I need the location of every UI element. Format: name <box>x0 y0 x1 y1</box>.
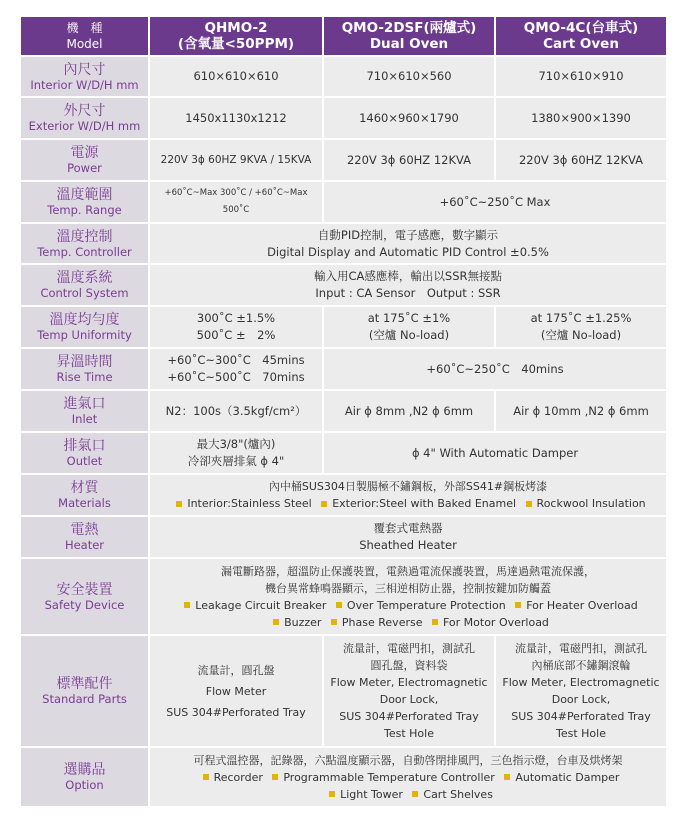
row-temp-controller <box>21 224 666 263</box>
cell-c3 <box>496 307 666 347</box>
cell-c2: 710×610×560 <box>324 57 494 96</box>
label-en: Option <box>65 778 104 792</box>
text-line: Test Hole <box>384 727 434 740</box>
text-line: 流量計，圓孔盤 <box>197 663 275 677</box>
label-en: Exterior W/D/H mm <box>28 119 141 133</box>
col-header-qmo4c <box>496 17 666 55</box>
cell-c1: 610×610×610 <box>150 57 322 96</box>
text-zh: 自動PID控制，電子感應，數字顯示 <box>317 227 499 242</box>
col3-name: QMO-4C(台車式) <box>523 20 639 36</box>
text-zh: 輸入用CA感應棒，輸出以SSR無接點 <box>314 269 502 283</box>
bullet-icon <box>331 619 337 625</box>
text-line: 圓孔盤，資料袋 <box>370 659 448 672</box>
text-line: +60˚C~500˚C 70mins <box>167 370 305 384</box>
text-line: at 175˚C ±1.25% <box>530 311 632 325</box>
label-en: Inlet <box>71 412 98 426</box>
bullet-icon <box>504 774 510 780</box>
text-line: SUS 304#Perforated Tray <box>511 710 651 723</box>
row-label <box>21 636 148 746</box>
row-label <box>21 98 148 138</box>
row-option <box>21 748 666 806</box>
bullet-icon <box>176 501 182 507</box>
cell-c3: 220V 3ϕ 60HZ 12KVA <box>496 140 666 180</box>
bullet-icon <box>321 501 327 507</box>
cell-c3: 710×610×910 <box>496 57 666 96</box>
row-label <box>21 475 148 515</box>
text-line: 300˚C ±1.5% <box>196 311 276 325</box>
row-rise-time <box>21 349 666 389</box>
label-zh: 溫度系統 <box>56 270 113 286</box>
cell-c3 <box>496 636 666 746</box>
row-standard-parts <box>21 636 666 746</box>
text-line: Door Lock, <box>379 693 439 706</box>
text-line: SUS 304#Perforated Tray <box>166 705 306 719</box>
text-line: SUS 304#Perforated Tray <box>339 710 479 723</box>
cell-c2 <box>324 307 494 347</box>
row-label <box>21 748 148 806</box>
row-interior <box>21 57 666 96</box>
row-exterior <box>21 98 666 138</box>
cell-c23: +60˚C~250˚C Max <box>324 182 666 222</box>
label-zh: 排氣口 <box>63 438 106 454</box>
label-zh: 材質 <box>70 480 99 496</box>
cell-c2: 1460×960×1790 <box>324 98 494 138</box>
cell-span <box>150 224 666 263</box>
bullet-list <box>150 597 666 614</box>
bullet-icon <box>203 774 209 780</box>
text-line: +60˚C~300˚C 45mins <box>167 353 305 367</box>
text-en: Input : CA Sensor Output : SSR <box>315 286 501 300</box>
bullet-icon <box>412 791 418 797</box>
text-en: Sheathed Heater <box>359 538 457 552</box>
cell-c1: N2：100s（3.5kgf/cm²） <box>150 391 322 431</box>
text-line: (空爐 No-load) <box>540 328 622 342</box>
model-header <box>21 17 148 55</box>
row-heater <box>21 517 666 557</box>
row-label <box>21 57 148 96</box>
text-zh: 內中桶SUS304日製腸極不鏽鋼板，外部SS41#鋼板烤漆 <box>268 480 548 493</box>
bullet-list <box>150 495 666 512</box>
bullet-icon <box>515 602 521 608</box>
text-zh: 機台異常蜂鳴器顯示，三相逆相防止器，控制按鍵加防觸蓋 <box>265 581 551 595</box>
row-label <box>21 265 148 305</box>
row-label <box>21 140 148 180</box>
bullet-text: Programmable Temperature Controller <box>283 770 495 784</box>
header-row <box>21 17 666 55</box>
bullet-text: Exterior:Steel with Baked Enamel <box>332 497 517 510</box>
bullet-text: Phase Reverse <box>341 615 423 629</box>
cell-c23: ϕ 4" With Automatic Damper <box>324 433 666 473</box>
col2-name: QMO-2DSF(兩爐式) <box>341 20 477 36</box>
label-zh: 昇溫時間 <box>56 354 113 370</box>
row-label <box>21 349 148 389</box>
cell-span <box>150 748 666 806</box>
text-line: Flow Meter <box>205 684 267 698</box>
bullet-text: Rockwool Insulation <box>536 497 646 510</box>
bullet-text: Light Tower <box>340 787 403 801</box>
text-line: 流量計，電磁門扣，測試孔 <box>343 642 475 655</box>
row-label <box>21 391 148 431</box>
label-en: Standard Parts <box>42 692 127 706</box>
col-header-qmo2dsf <box>324 17 494 55</box>
text-line: Door Lock, <box>551 693 611 706</box>
label-en: Rise Time <box>56 370 113 384</box>
bullet-list <box>150 614 666 631</box>
label-en: Safety Device <box>44 597 125 612</box>
text-line: at 175˚C ±1% <box>367 311 451 325</box>
bullet-text: Interior:Stainless Steel <box>187 497 312 510</box>
model-header-zh: 機 種 <box>66 21 103 35</box>
label-zh: 電熱 <box>70 522 99 538</box>
bullet-text: Buzzer <box>284 615 322 629</box>
label-zh: 進氣口 <box>63 396 106 412</box>
cell-c3: Air ϕ 10mm ,N2 ϕ 6mm <box>496 391 666 431</box>
label-zh: 標準配件 <box>56 676 113 692</box>
bullet-text: Automatic Damper <box>515 770 620 784</box>
text-zh: 漏電斷路器，超溫防止保護裝置，電熱過電流保護裝置，馬達過熱電流保護， <box>221 564 595 578</box>
col-header-qhmo2 <box>150 17 322 55</box>
label-en: Temp. Range <box>47 203 122 217</box>
row-inlet <box>21 391 666 431</box>
bullet-text: For Motor Overload <box>442 615 549 629</box>
label-zh: 溫度控制 <box>56 228 113 245</box>
cell-c1: 220V 3ϕ 60HZ 9KVA / 15KVA <box>150 140 322 180</box>
row-label <box>21 559 148 634</box>
row-temp-range <box>21 182 666 222</box>
bullet-icon <box>184 602 190 608</box>
cell-span <box>150 559 666 634</box>
text-zh: 可程式溫控器，記錄器，六點溫度顯示器，自動啓閉排風門，三色指示燈，台車及烘烤架 <box>193 753 623 767</box>
row-uniformity <box>21 307 666 347</box>
bullet-text: Leakage Circuit Breaker <box>195 598 327 612</box>
text-zh: 覆套式電熱器 <box>373 521 443 535</box>
label-en: Heater <box>64 538 105 552</box>
text-line: 500˚C ± 2% <box>196 328 276 342</box>
col2-sub: Dual Oven <box>369 36 449 52</box>
label-zh: 電源 <box>70 145 99 161</box>
row-label <box>21 224 148 263</box>
cell-c1: +60˚C~Max 300˚C / +60˚C~Max 500˚C <box>150 182 322 222</box>
bullet-text: Recorder <box>213 770 263 784</box>
label-en: Control System <box>40 286 129 300</box>
row-power <box>21 140 666 180</box>
bullet-icon <box>329 791 335 797</box>
cell-c23: +60˚C~250˚C 40mins <box>324 349 666 389</box>
spec-table <box>19 15 668 808</box>
row-label <box>21 307 148 347</box>
label-en: Outlet <box>66 454 103 468</box>
row-label <box>21 433 148 473</box>
text-line: Flow Meter, Electromagnetic <box>502 676 660 689</box>
bullet-icon <box>272 774 278 780</box>
cell-span <box>150 475 666 515</box>
cell-c1 <box>150 307 322 347</box>
label-en: Interior W/D/H mm <box>30 77 139 92</box>
bullet-list <box>150 769 666 786</box>
cell-c1 <box>150 349 322 389</box>
model-header-en: Model <box>66 37 103 51</box>
cell-span <box>150 265 666 305</box>
text-line: (空爐 No-load) <box>368 328 450 342</box>
text-line: 流量計，電磁門扣，測試孔 <box>515 642 647 655</box>
bullet-icon <box>336 602 342 608</box>
col1-sub: (含氧量<50PPM) <box>177 36 295 52</box>
bullet-icon <box>526 501 532 507</box>
label-en: Materials <box>58 496 111 510</box>
bullet-icon <box>273 619 279 625</box>
text-en: Digital Display and Automatic PID Control ±0.5% <box>267 244 549 259</box>
text-line: 冷卻夾層排氣 ϕ 4" <box>187 454 285 468</box>
col3-sub: Cart Oven <box>543 36 619 52</box>
bullet-icon <box>432 619 438 625</box>
label-zh: 安全裝置 <box>56 581 113 598</box>
label-en: Temp Uniformity <box>37 328 132 342</box>
label-en: Power <box>67 161 102 175</box>
text-line: Test Hole <box>556 727 606 740</box>
cell-c2: Air ϕ 8mm ,N2 ϕ 6mm <box>324 391 494 431</box>
cell-c1 <box>150 433 322 473</box>
label-zh: 溫度均勻度 <box>49 312 120 328</box>
row-materials <box>21 475 666 515</box>
bullet-list <box>150 786 666 803</box>
label-en: Temp. Controller <box>37 244 132 259</box>
bullet-text: Over Temperature Protection <box>346 598 506 612</box>
cell-c1 <box>150 636 322 746</box>
label-zh: 內尺寸 <box>63 61 106 78</box>
cell-c1: 1450x1130x1212 <box>150 98 322 138</box>
row-label <box>21 517 148 557</box>
text-line: 最大3/8"(爐內) <box>196 437 276 451</box>
cell-c2 <box>324 636 494 746</box>
cell-c2: 220V 3ϕ 60HZ 12KVA <box>324 140 494 180</box>
cell-span <box>150 517 666 557</box>
row-outlet <box>21 433 666 473</box>
label-zh: 溫度範圍 <box>56 187 113 203</box>
bullet-text: For Heater Overload <box>526 598 638 612</box>
cell-c3: 1380×900×1390 <box>496 98 666 138</box>
row-label <box>21 182 148 222</box>
row-control-system <box>21 265 666 305</box>
col1-name: QHMO-2 <box>204 20 268 36</box>
label-zh: 選購品 <box>63 762 106 778</box>
text-line: 內桶底部不鏽鋼滾輪 <box>531 659 631 672</box>
label-zh: 外尺寸 <box>63 103 106 119</box>
bullet-text: Cart Shelves <box>423 787 493 801</box>
text-line: Flow Meter, Electromagnetic <box>330 676 488 689</box>
row-safety <box>21 559 666 634</box>
